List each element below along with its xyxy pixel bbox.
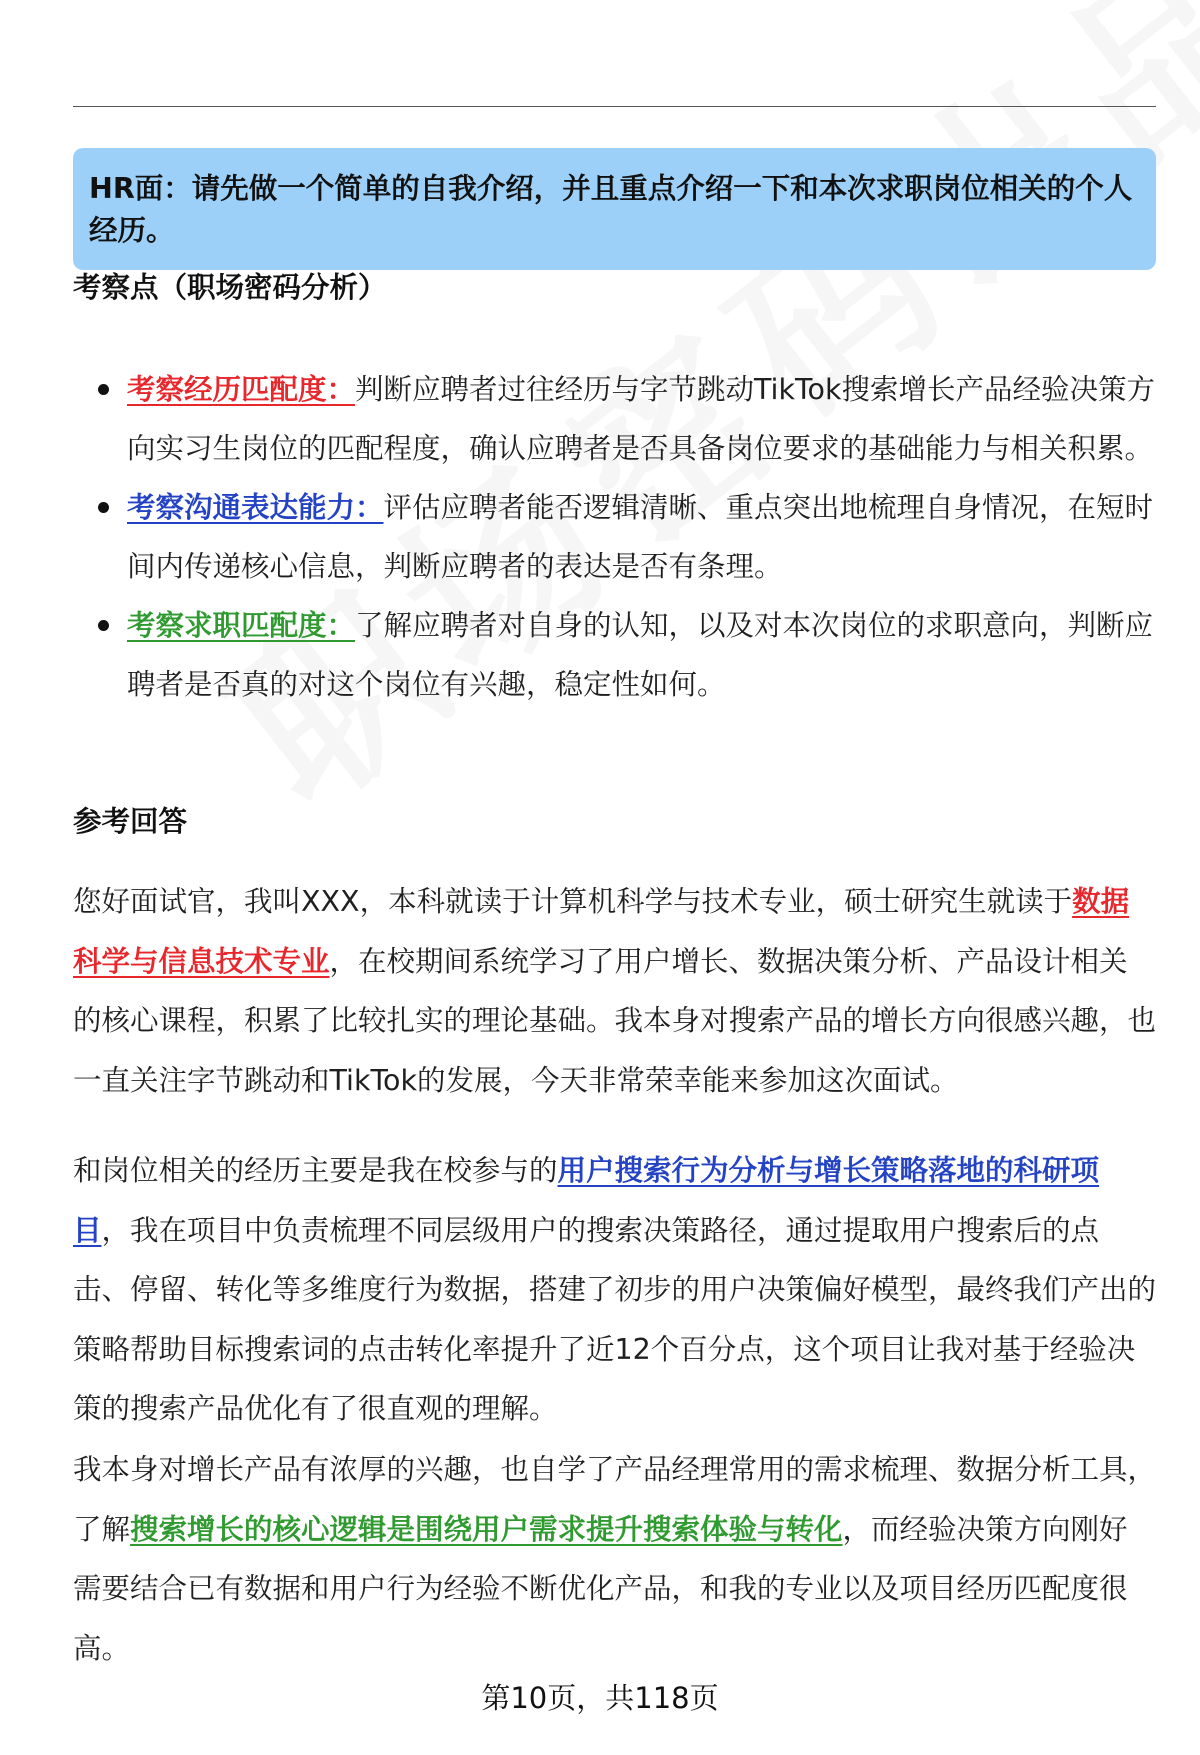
answer-p1-text-after: ，在校期间系统学习了用户增长、数据决策分析、产品设计相关的核心课程，积累了比较扎实的理论基础。我本身对搜索产品的增长方向很感兴趣，也一直关注字节跳动和TikTok的发展，今天非常荣幸能来参加这次面试。 [73,944,1157,1097]
assessment-keyword: 考察经历匹配度： [127,373,356,406]
answer-paragraph-1 [73,872,1156,1110]
page-number: 第10页，共118页 [481,1681,719,1715]
answer-p3-highlight: 搜索增长的核心逻辑是围绕用户需求提升搜索体验与转化 [130,1512,843,1546]
bullet-dot [98,384,109,395]
answer-title: 参考回答 [73,805,188,838]
answer-p2-highlight: 用户搜索行为分析与增长策略落地的科研项目 [73,1154,1100,1247]
assessment-keyword: 考察求职匹配度： [127,609,356,642]
assessment-keyword: 考察沟通表达能力： [127,491,384,524]
bullet-dot [98,502,109,513]
question-box [73,148,1156,270]
assessment-item [73,596,1156,714]
assessment-list [73,360,1156,714]
bullet-dot [98,620,109,631]
assessment-text: 了解应聘者对自身的认知，以及对本次岗位的求职意向，判断应聘者是否真的对这个岗位有兴趣，稳定性如何。 [127,609,1154,701]
answer-p2-text-after: ，我在项目中负责梳理不同层级用户的搜索决策路径，通过提取用户搜索后的点击、停留、转化等多维度行为数据，搭建了初步的用户决策偏好模型，最终我们产出的策略帮助目标搜索词的点击转化率提升了近12个百分点，这个项目让我对基于经验决策的搜索产品优化有了很直观的理解。 [73,1213,1157,1425]
top-divider [73,106,1156,107]
answer-p3-text-after: ，而经验决策方向刚好需要结合已有数据和用户行为经验不断优化产品，和我的专业以及项目经历匹配度很高。 [73,1512,1128,1665]
answer-p2-text-before: 和岗位相关的经历主要是我在校参与的 [73,1154,558,1187]
assessment-item [73,360,1156,478]
answer-paragraph-2 [73,1141,1156,1439]
answer-p1-text-before: 您好面试官，我叫XXX，本科就读于计算机科学与技术专业，硕士研究生就读于 [73,885,1073,918]
assessment-item [73,478,1156,596]
answer-p1-highlight: 数据科学与信息技术专业 [73,885,1130,978]
answer-p3-text-before: 我本身对增长产品有浓厚的兴趣，也自学了产品经理常用的需求梳理、数据分析工具，了解 [73,1453,1157,1546]
assessment-text: 评估应聘者能否逻辑清晰、重点突出地梳理自身情况，在短时间内传递核心信息，判断应聘者的表达是否有条理。 [127,491,1154,583]
question-text: HR面：请先做一个简单的自我介绍，并且重点介绍一下和本次求职岗位相关的个人经历。 [89,172,1133,247]
assessment-text: 判断应聘者过往经历与字节跳动TikTok搜索增长产品经验决策方向实习生岗位的匹配程度，确认应聘者是否具备岗位要求的基础能力与相关积累。 [127,373,1155,465]
answer-paragraph-3 [73,1440,1156,1678]
assessment-title: 考察点（职场密码分析） [73,271,387,304]
